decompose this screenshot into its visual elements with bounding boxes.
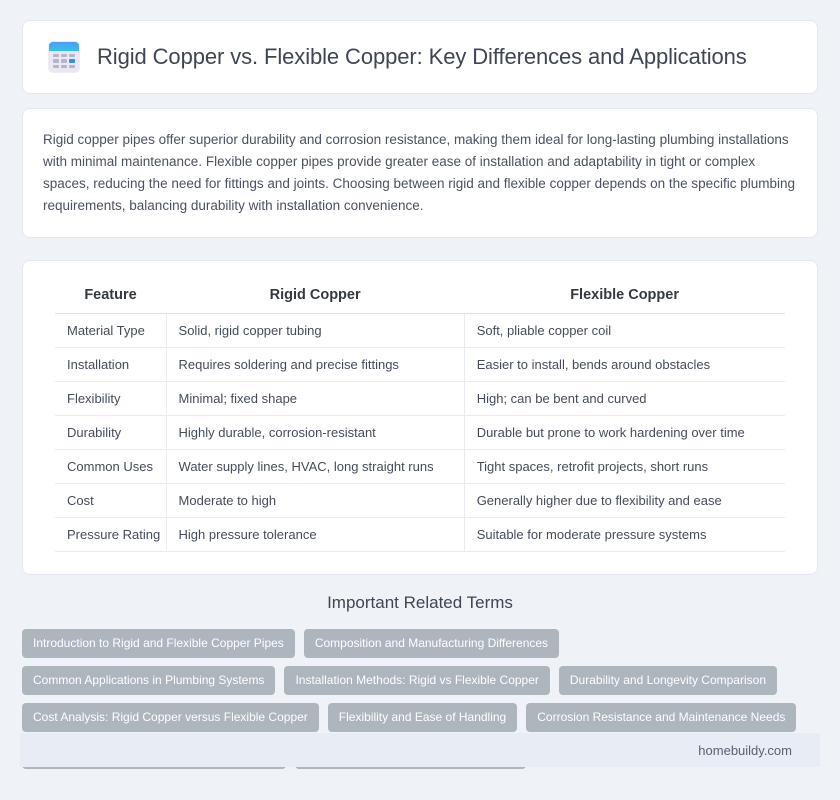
related-term-tag[interactable]: Composition and Manufacturing Differences bbox=[304, 629, 559, 658]
table-cell-feature: Material Type bbox=[55, 314, 166, 348]
table-cell-feature: Durability bbox=[55, 416, 166, 450]
calendar-dot-highlight bbox=[69, 59, 75, 62]
related-term-tag[interactable]: Installation Methods: Rigid vs Flexible Copper bbox=[284, 666, 549, 695]
related-term-tag[interactable]: Flexibility and Ease of Handling bbox=[328, 703, 517, 732]
header-card bbox=[22, 20, 818, 94]
related-term-tag[interactable]: Durability and Longevity Comparison bbox=[559, 666, 777, 695]
table-row bbox=[55, 518, 785, 552]
table-cell-feature: Installation bbox=[55, 348, 166, 382]
related-terms-heading: Important Related Terms bbox=[327, 593, 513, 612]
table-cell-flexible-copper: Soft, pliable copper coil bbox=[464, 314, 785, 348]
table-cell-rigid-copper: Highly durable, corrosion-resistant bbox=[166, 416, 464, 450]
calendar-icon-grid bbox=[53, 54, 75, 68]
calendar-dot bbox=[61, 65, 67, 68]
calendar-icon bbox=[49, 42, 79, 72]
footer-band bbox=[20, 733, 820, 767]
related-term-tag[interactable]: Corrosion Resistance and Maintenance Needs bbox=[526, 703, 796, 732]
table-row bbox=[55, 416, 785, 450]
table-cell-rigid-copper: High pressure tolerance bbox=[166, 518, 464, 552]
table-header-row bbox=[55, 283, 785, 314]
table-cell-feature: Flexibility bbox=[55, 382, 166, 416]
table-cell-rigid-copper: Requires soldering and precise fittings bbox=[166, 348, 464, 382]
table-cell-flexible-copper: Generally higher due to flexibility and ease bbox=[464, 484, 785, 518]
table-cell-rigid-copper: Water supply lines, HVAC, long straight runs bbox=[166, 450, 464, 484]
table-cell-flexible-copper: High; can be bent and curved bbox=[464, 382, 785, 416]
column-header-flexible-copper: Flexible Copper bbox=[464, 283, 785, 314]
calendar-dot bbox=[61, 54, 67, 57]
table-cell-rigid-copper: Minimal; fixed shape bbox=[166, 382, 464, 416]
related-term-tag[interactable]: Common Applications in Plumbing Systems bbox=[22, 666, 275, 695]
calendar-dot bbox=[61, 59, 67, 62]
table-head bbox=[55, 283, 785, 314]
page-title: Rigid Copper vs. Flexible Copper: Key Differences and Applications bbox=[97, 43, 747, 69]
table-row bbox=[55, 314, 785, 348]
table-cell-rigid-copper: Moderate to high bbox=[166, 484, 464, 518]
table-row bbox=[55, 348, 785, 382]
calendar-dot bbox=[69, 54, 75, 57]
column-header-rigid-copper: Rigid Copper bbox=[166, 283, 464, 314]
description-text: Rigid copper pipes offer superior durability and corrosion resistance, making them ideal for long-lasting plumbing installations with minimal maintenance. Flexible copper pipes provide greater ease of installation and adaptability in tight or complex spaces, reducing the need for fittings and joints. Choosing between rigid and flexible copper depends on the specific plumbing requirements, balancing durability with installation convenience. bbox=[43, 132, 795, 213]
calendar-dot bbox=[53, 54, 59, 57]
table-cell-rigid-copper: Solid, rigid copper tubing bbox=[166, 314, 464, 348]
table-row bbox=[55, 382, 785, 416]
article-page bbox=[0, 20, 840, 800]
table-cell-feature: Common Uses bbox=[55, 450, 166, 484]
calendar-dot bbox=[69, 65, 75, 68]
table-cell-feature: Pressure Rating bbox=[55, 518, 166, 552]
table-cell-flexible-copper: Suitable for moderate pressure systems bbox=[464, 518, 785, 552]
description-card bbox=[22, 108, 818, 238]
related-term-tag[interactable]: Cost Analysis: Rigid Copper versus Flexible Copper bbox=[22, 703, 319, 732]
footer-site-name: homebuildy.com bbox=[698, 742, 792, 758]
calendar-dot bbox=[53, 65, 59, 68]
comparison-table-card bbox=[22, 260, 818, 575]
table-cell-flexible-copper: Tight spaces, retrofit projects, short runs bbox=[464, 450, 785, 484]
calendar-icon-top-band bbox=[49, 42, 79, 51]
related-term-tag[interactable]: Introduction to Rigid and Flexible Copper Pipes bbox=[22, 629, 295, 658]
comparison-table bbox=[55, 283, 785, 552]
table-cell-feature: Cost bbox=[55, 484, 166, 518]
table-cell-flexible-copper: Easier to install, bends around obstacles bbox=[464, 348, 785, 382]
calendar-dot bbox=[53, 59, 59, 62]
table-row bbox=[55, 484, 785, 518]
table-cell-flexible-copper: Durable but prone to work hardening over time bbox=[464, 416, 785, 450]
table-row bbox=[55, 450, 785, 484]
column-header-feature: Feature bbox=[55, 283, 166, 314]
table-body bbox=[55, 314, 785, 552]
